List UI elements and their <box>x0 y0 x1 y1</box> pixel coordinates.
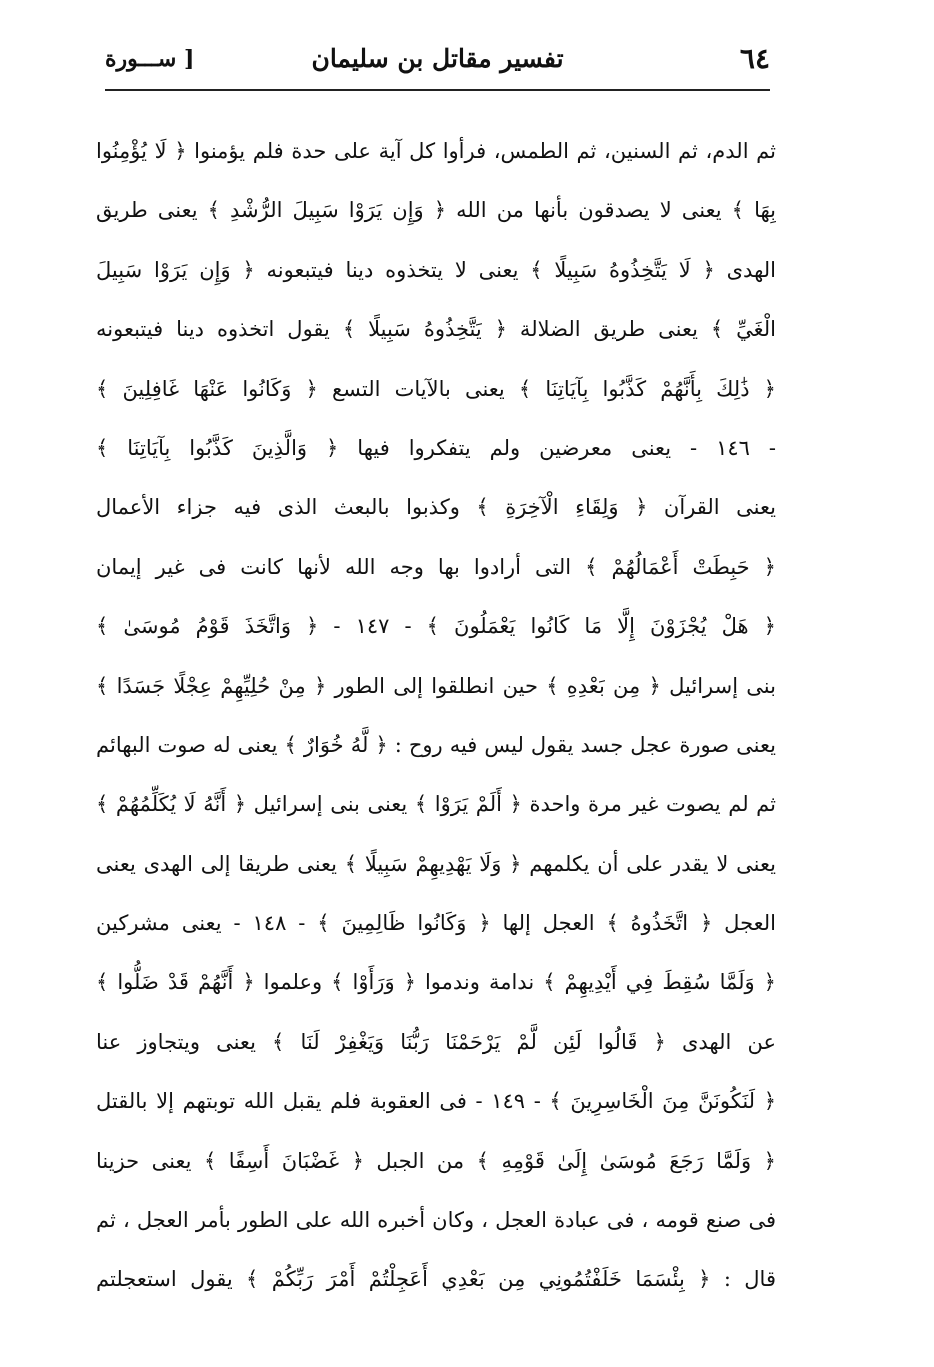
text-line: ﴿ وَلَمَّا رَجَعَ مُوسَىٰ إِلَىٰ قَوْمِهِ ﴾ من الجبل ﴿ غَضْبَانَ أَسِفًا ﴾ يعنى حزينا <box>96 1148 776 1173</box>
page-header <box>105 38 770 88</box>
text-line: ﴿ وَلَمَّا سُقِطَ فِي أَيْدِيهِمْ ﴾ ندامة وندموا ﴿ وَرَأَوْا ﴾ وعلموا ﴿ أَنَّهُمْ قَدْ ضَلُّوا ﴾ <box>96 970 776 995</box>
text-line: ﴿ حَبِطَتْ أَعْمَالُهُمْ ﴾ التى أرادوا بها وجه الله لأنها كانت فى غير إيمان <box>96 554 776 579</box>
text-line: يعنى لا يقدر على أن يكلمهم ﴿ وَلَا يَهْدِيهِمْ سَبِيلًا ﴾ يعنى طريقا إلى الهدى يعنى <box>96 851 776 876</box>
text-line: يعنى القرآن ﴿ وَلِقَاءِ الْآخِرَةِ ﴾ وكذبوا بالبعث الذى فيه جزاء الأعمال <box>96 495 776 520</box>
text-line: الْغَيِّ ﴾ يعنى طريق الضلالة ﴿ يَتَّخِذُوهُ سَبِيلًا ﴾ يقول اتخذوه دينا فيتبعونه <box>96 317 776 342</box>
text-line: العجل ﴿ اتَّخَذُوهُ ﴾ العجل إلها ﴿ وَكَانُوا ظَالِمِينَ ﴾ - ١٤٨ - يعنى مشركين <box>96 911 776 936</box>
text-line: ثم لم يصوت غير مرة واحدة ﴿ أَلَمْ يَرَوْا ﴾ يعنى بنى إسرائيل ﴿ أَنَّهُ لَا يُكَلِّمُهُمْ ﴾ <box>96 792 776 817</box>
text-line: بنى إسرائيل ﴿ مِن بَعْدِهِ ﴾ حين انطلقوا إلى الطور ﴿ مِنْ حُلِيِّهِمْ عِجْلًا جَسَدًا ﴾ <box>96 673 776 698</box>
running-title: تفسير مقاتل بن سليمان <box>311 44 564 73</box>
text-line: بِهَا ﴾ يعنى لا يصدقون بأنها من الله ﴿ وَإِن يَرَوْا سَبِيلَ الرُّشْدِ ﴾ يعنى طريق <box>96 198 776 223</box>
text-line: عن الهدى ﴿ قَالُوا لَئِن لَّمْ يَرْحَمْنَا رَبُّنَا وَيَغْفِرْ لَنَا ﴾ يعنى ويتجاوز عنا <box>96 1029 776 1054</box>
text-line: ﴿ لَنَكُونَنَّ مِنَ الْخَاسِرِينَ ﴾ - ١٤٩ - فى العقوبة فلم يقبل الله توبتهم إلا بالقتل <box>96 1089 776 1114</box>
text-line: - ١٤٦ - يعنى معرضين ولم يتفكروا فيها ﴿ وَالَّذِينَ كَذَّبُوا بِآيَاتِنَا ﴾ <box>96 435 776 460</box>
surah-header-bracket: [ ســـورة <box>105 46 195 72</box>
text-line: الهدى ﴿ لَا يَتَّخِذُوهُ سَبِيلًا ﴾ يعنى لا يتخذوه دينا فيتبعونه ﴿ وَإِن يَرَوْا سَبِيلَ <box>96 257 776 282</box>
text-line: ﴿ هَلْ يُجْزَوْنَ إِلَّا مَا كَانُوا يَعْمَلُونَ ﴾ - ١٤٧ - ﴿ وَاتَّخَذَ قَوْمُ مُوسَىٰ ﴾ <box>96 614 776 639</box>
text-line: ثم الدم، ثم السنين، ثم الطمس، فرأوا كل آية على حدة فلم يؤمنوا ﴿ لَا يُؤْمِنُوا <box>96 139 776 163</box>
text-line: قال : ﴿ بِئْسَمَا خَلَفْتُمُونِي مِن بَعْدِي أَعَجِلْتُمْ أَمْرَ رَبِّكُمْ ﴾ يقول استعجلتم <box>96 1267 776 1292</box>
text-line: فى صنع قومه ، فى عبادة العجل ، وكان أخبره الله على الطور بأمر العجل ، ثم <box>96 1208 776 1233</box>
page-number: ٦٤ <box>739 42 770 75</box>
header-rule <box>105 89 770 91</box>
text-line: ﴿ ذَٰلِكَ بِأَنَّهُمْ كَذَّبُوا بِآيَاتِنَا ﴾ يعنى بالآيات التسع ﴿ وَكَانُوا عَنْهَا غَافِلِينَ ﴾ <box>96 376 776 401</box>
tafsir-text <box>96 122 776 1310</box>
text-line: يعنى صورة عجل جسد يقول ليس فيه روح : ﴿ لَّهُ خُوَارٌ ﴾ يعنى له صوت البهائم <box>96 732 776 757</box>
